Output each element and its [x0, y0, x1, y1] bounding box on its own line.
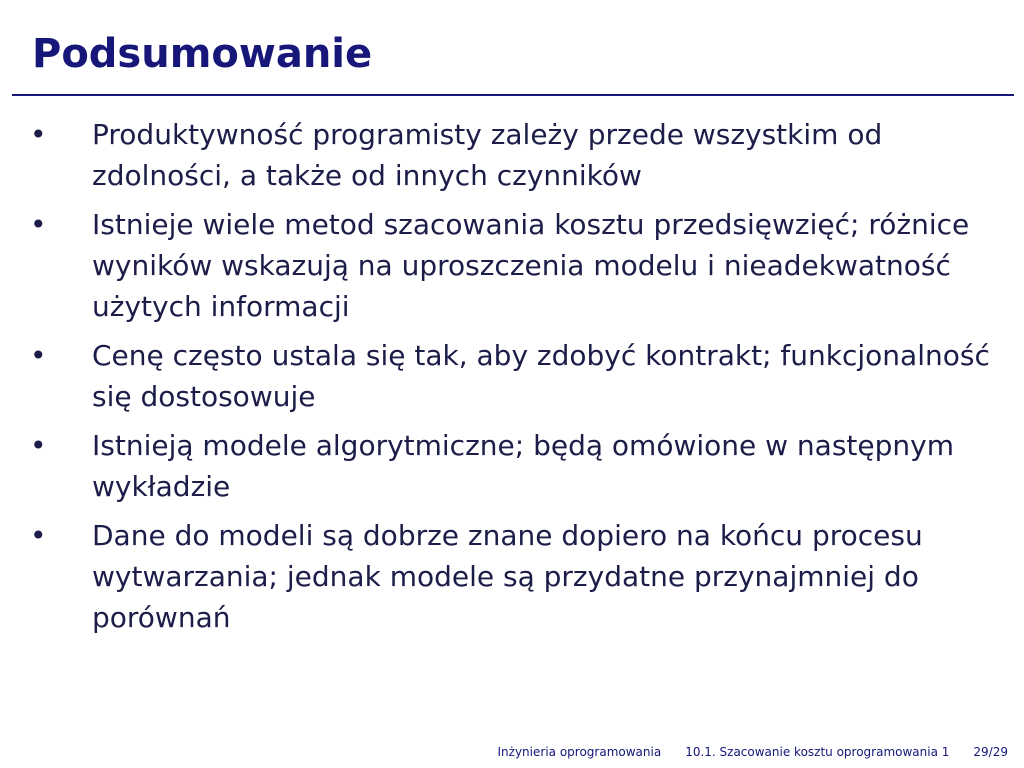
bullet-item — [30, 335, 990, 417]
bullet-item — [30, 425, 990, 507]
bullet-icon: • — [30, 519, 47, 552]
bullet-icon: • — [30, 118, 47, 151]
slide-footer — [498, 744, 1008, 760]
footer-lecture: 10.1. Szacowanie kosztu oprogramowania 1 — [685, 745, 950, 759]
bullet-icon: • — [30, 429, 47, 462]
bullet-item — [30, 114, 990, 196]
bullet-icon: • — [30, 339, 47, 372]
bullet-text: Dane do modeli są dobrze znane dopiero na końcu procesu wytwarzania; jednak modele są przydatne przynajmniej do porównań — [92, 519, 923, 634]
bullet-text: Istnieje wiele metod szacowania kosztu przedsięwzięć; różnice wyników wskazują na uproszczenia modelu i nieadekwatność użytych informacji — [92, 208, 970, 323]
bullet-item — [30, 515, 990, 638]
bullet-item — [30, 204, 990, 327]
bullet-text: Istnieją modele algorytmiczne; będą omówione w następnym wykładzie — [92, 429, 954, 503]
bullet-icon: • — [30, 208, 47, 241]
bullet-text: Produktywność programisty zależy przede wszystkim od zdolności, a także od innych czynników — [92, 118, 883, 192]
title-divider — [12, 94, 1014, 96]
bullet-list — [30, 114, 990, 646]
bullet-text: Cenę często ustala się tak, aby zdobyć kontrakt; funkcjonalność się dostosowuje — [92, 339, 990, 413]
slide-title: Podsumowanie — [32, 31, 373, 77]
footer-page-number: 29/29 — [973, 745, 1008, 759]
footer-course: Inżynieria oprogramowania — [497, 745, 662, 759]
